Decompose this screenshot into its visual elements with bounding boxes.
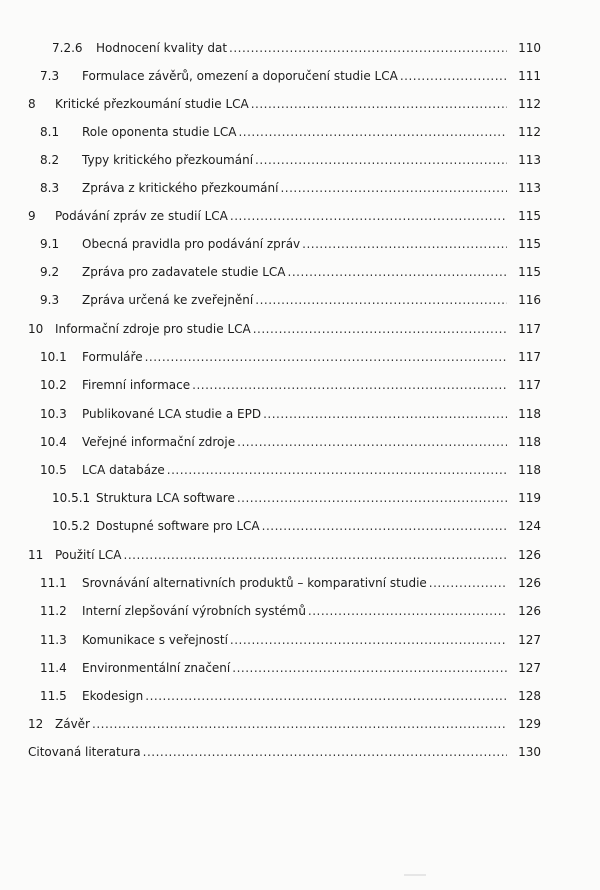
toc-dot-leader [253,319,507,339]
toc-entry-title: Citovaná literatura [28,745,141,759]
toc-entry [0,347,600,367]
toc-dot-leader [232,658,507,678]
toc-entry [0,573,600,593]
toc-entry-number: 11.3 [40,633,67,647]
toc-entry-number: 10.4 [40,435,67,449]
toc-entry-number: 11.4 [40,661,67,675]
toc-entry-title: Ekodesign [82,689,144,703]
toc-entry [0,375,600,395]
toc-entry-number: 11.5 [40,689,67,703]
toc-entry-page-number: 111 [518,69,541,83]
toc-dot-leader [124,545,507,565]
toc-entry-page-number: 112 [518,125,541,139]
toc-entry-title: Kritické přezkoumání studie LCA [55,97,249,111]
toc-entry-title: Struktura LCA software [96,491,235,505]
toc-entry-page-number: 119 [518,491,541,505]
toc-entry-title: Zpráva z kritického přezkoumání [82,181,279,195]
toc-dot-leader [255,290,507,310]
toc-entry-page-number: 113 [518,153,541,167]
toc-entry [0,319,600,339]
toc-entry-title: Veřejné informační zdroje [82,435,236,449]
toc-entry-number: 9 [28,209,36,223]
toc-entry [0,66,600,86]
toc-dot-leader [143,742,507,762]
toc-entry-title: Interní zlepšování výrobních systémů [82,604,306,618]
toc-entry-number: 8.3 [40,181,60,195]
toc-entry-title: Role oponenta studie LCA [82,125,237,139]
toc-entry-number: 10.1 [40,350,67,364]
toc-entry-page-number: 115 [518,265,541,279]
toc-entry [0,658,600,678]
toc-entry-number: 12 [28,717,44,731]
toc-entry [0,262,600,282]
toc-entry [0,290,600,310]
toc-entry-number: 11 [28,548,44,562]
toc-entry-page-number: 112 [518,97,541,111]
toc-entry-title: Firemní informace [82,378,191,392]
toc-entry-number: 10.5.2 [52,519,91,533]
toc-dot-leader [288,262,507,282]
toc-entry-page-number: 127 [518,661,541,675]
toc-entry-number: 10 [28,322,44,336]
toc-entry-number: 8 [28,97,36,111]
toc-entry-page-number: 127 [518,633,541,647]
toc-entry-title: Formulace závěrů, omezení a doporučení studie LCA [82,69,398,83]
toc-entry-number: 7.3 [40,69,60,83]
toc-entry-title: Závěr [55,717,90,731]
toc-entry-title: Komunikace s veřejností [82,633,228,647]
toc-entry [0,234,600,254]
toc-entry-number: 9.3 [40,293,60,307]
toc-entry-page-number: 117 [518,378,541,392]
toc-entry [0,630,600,650]
toc-entry-page-number: 115 [518,209,541,223]
toc-entry-title: Publikované LCA studie a EPD [82,407,262,421]
toc-entry-number: 10.5 [40,463,67,477]
toc-dot-leader [92,714,507,734]
toc-entry-number: 10.2 [40,378,67,392]
toc-dot-leader [255,150,507,170]
toc-entry [0,516,600,536]
toc-entry-number: 11.1 [40,576,67,590]
toc-entry-page-number: 110 [518,41,541,55]
toc-entry [0,404,600,424]
toc-entry-number: 9.1 [40,237,60,251]
toc-dot-leader [429,573,507,593]
scan-artifact [404,874,426,876]
toc-entry [0,601,600,621]
toc-dot-leader [230,630,507,650]
toc-entry-page-number: 116 [518,293,541,307]
toc-entry-page-number: 124 [518,519,541,533]
toc-dot-leader [145,347,507,367]
toc-entry [0,742,600,762]
toc-entry-number: 8.2 [40,153,60,167]
toc-entry-page-number: 118 [518,463,541,477]
toc-dot-leader [237,432,507,452]
toc-entry-number: 7.2.6 [52,41,83,55]
toc-entry-page-number: 126 [518,548,541,562]
toc-entry-number: 11.2 [40,604,67,618]
toc-dot-leader [262,516,507,536]
toc-dot-leader [145,686,507,706]
toc-entry [0,432,600,452]
toc-entry [0,150,600,170]
toc-entry-title: Dostupné software pro LCA [96,519,260,533]
toc-entry [0,714,600,734]
toc-entry-page-number: 130 [518,745,541,759]
toc-dot-leader [192,375,507,395]
toc-entry-number: 9.2 [40,265,60,279]
toc-entry-page-number: 118 [518,407,541,421]
toc-entry-title: Srovnávání alternativních produktů – komparativní studie [82,576,427,590]
toc-dot-leader [308,601,507,621]
toc-entry-title: Typy kritického přezkoumání [82,153,254,167]
toc-dot-leader [230,206,507,226]
toc-dot-leader [280,178,507,198]
toc-dot-leader [263,404,507,424]
toc-entry-number: 10.3 [40,407,67,421]
toc-entry-page-number: 118 [518,435,541,449]
toc-dot-leader [229,38,507,58]
toc-entry [0,686,600,706]
toc-entry-title: Zpráva pro zadavatele studie LCA [82,265,286,279]
toc-dot-leader [400,66,507,86]
toc-entry [0,94,600,114]
toc-entry-number: 10.5.1 [52,491,91,505]
toc-entry-title: Použití LCA [55,548,122,562]
toc-entry [0,545,600,565]
toc-entry-page-number: 115 [518,237,541,251]
toc-dot-leader [238,122,507,142]
toc-entry [0,38,600,58]
toc-entry-title: LCA databáze [82,463,165,477]
toc-entry-page-number: 126 [518,576,541,590]
toc-entry-title: Informační zdroje pro studie LCA [55,322,251,336]
toc-entry-title: Podávání zpráv ze studií LCA [55,209,228,223]
toc-entry-page-number: 117 [518,350,541,364]
toc-entry [0,488,600,508]
toc-entry-title: Hodnocení kvality dat [96,41,228,55]
toc-dot-leader [167,460,507,480]
toc-entry-title: Formuláře [82,350,143,364]
toc-entry-title: Obecná pravidla pro podávání zpráv [82,237,301,251]
toc-entry-page-number: 129 [518,717,541,731]
toc-entry [0,122,600,142]
toc-dot-leader [302,234,507,254]
toc-entry-page-number: 126 [518,604,541,618]
toc-dot-leader [237,488,507,508]
toc-entry-title: Environmentální značení [82,661,231,675]
toc-entry [0,206,600,226]
toc-entry-page-number: 117 [518,322,541,336]
toc-entry [0,460,600,480]
toc-entry [0,178,600,198]
toc-entry-page-number: 128 [518,689,541,703]
toc-entry-title: Zpráva určená ke zveřejnění [82,293,254,307]
toc-dot-leader [251,94,507,114]
toc-entry-page-number: 113 [518,181,541,195]
toc-entry-number: 8.1 [40,125,60,139]
